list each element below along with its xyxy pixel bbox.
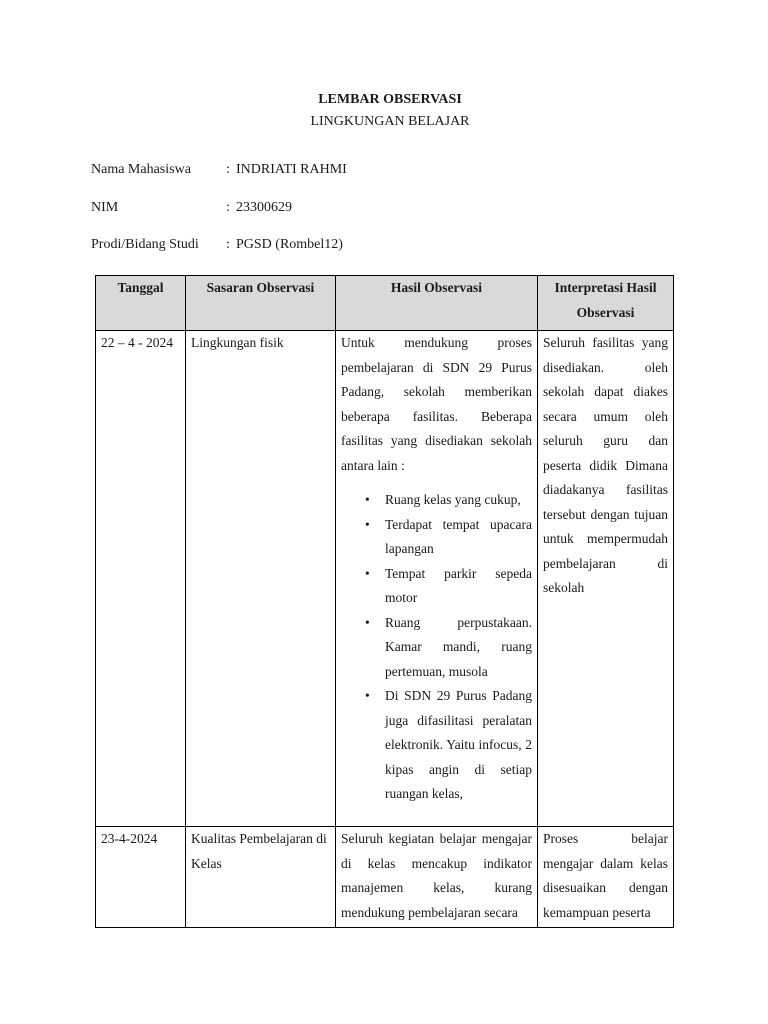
cell-target: Kualitas Pembelajaran di Kelas (186, 827, 336, 928)
header-date: Tanggal (96, 276, 186, 331)
cell-interpretation: Proses belajar mengajar dalam kelas disesuaikan dengan kemampuan peserta (538, 827, 674, 928)
facility-list (341, 488, 532, 807)
list-item-text: Terdapat tempat upacara lapangan (385, 516, 532, 556)
document-title: LEMBAR OBSERVASI (318, 92, 462, 107)
info-separator: : (226, 162, 230, 177)
list-item (365, 562, 532, 611)
list-item-text: Ruang perpustakaan. Kamar mandi, ruang pertemuan, musola (385, 614, 532, 679)
list-item-text: Tempat parkir sepeda motor (385, 565, 532, 605)
info-value: PGSD (Rombel12) (236, 237, 343, 252)
list-item (365, 611, 532, 685)
cell-date: 22 – 4 - 2024 (96, 331, 186, 827)
bullet-icon: • (365, 492, 370, 507)
cell-result: Seluruh kegiatan belajar mengajar di kelas mencakup indikator manajemen kelas, kurang mendukung pembelajaran secara (336, 827, 538, 928)
info-value: 23300629 (236, 200, 292, 215)
info-label: NIM (91, 200, 119, 215)
result-intro: Untuk mendukung proses pembelajaran di SDN 29 Purus Padang, sekolah memberikan beberapa fasilitas. Beberapa fasilitas yang disediakan sekolah antara lain : (341, 335, 532, 473)
list-item (365, 684, 532, 807)
info-separator: : (226, 200, 230, 215)
info-row-study-program (91, 237, 343, 253)
bullet-icon: • (365, 516, 370, 532)
bullet-icon: • (365, 565, 370, 581)
table-row (96, 827, 674, 928)
cell-interpretation: Seluruh fasilitas yang disediakan. oleh sekolah dapat diakes secara umum oleh seluruh guru dan peserta didik Dimana diadakanya fasilitas tersebut dengan tujuan untuk mempermudah pembelajaran di sekolah (538, 331, 674, 827)
document-subtitle: LINGKUNGAN BELAJAR (310, 114, 470, 129)
list-item (365, 513, 532, 562)
cell-date: 23-4-2024 (96, 827, 186, 928)
header-target: Sasaran Observasi (186, 276, 336, 331)
info-label: Nama Mahasiswa (91, 162, 191, 177)
header-result: Hasil Observasi (336, 276, 538, 331)
cell-result (336, 331, 538, 827)
cell-target: Lingkungan fisik (186, 331, 336, 827)
table-header-row (96, 276, 674, 331)
bullet-icon: • (365, 688, 370, 703)
bullet-icon: • (365, 614, 370, 630)
observation-table (95, 275, 674, 928)
header-interpretation: Interpretasi Hasil Observasi (538, 276, 674, 331)
info-row-student-name (91, 162, 347, 178)
list-item-text: Ruang kelas yang cukup, (385, 492, 521, 507)
info-label: Prodi/Bidang Studi (91, 237, 199, 252)
list-item (365, 488, 532, 513)
table-row (96, 331, 674, 827)
info-value: INDRIATI RAHMI (236, 162, 347, 177)
info-separator: : (226, 237, 230, 252)
list-item-text: Di SDN 29 Purus Padang juga difasilitasi peralatan elektronik. Yaitu infocus, 2 kipas angin di setiap ruangan kelas, (385, 688, 532, 801)
info-row-nim (91, 200, 292, 216)
